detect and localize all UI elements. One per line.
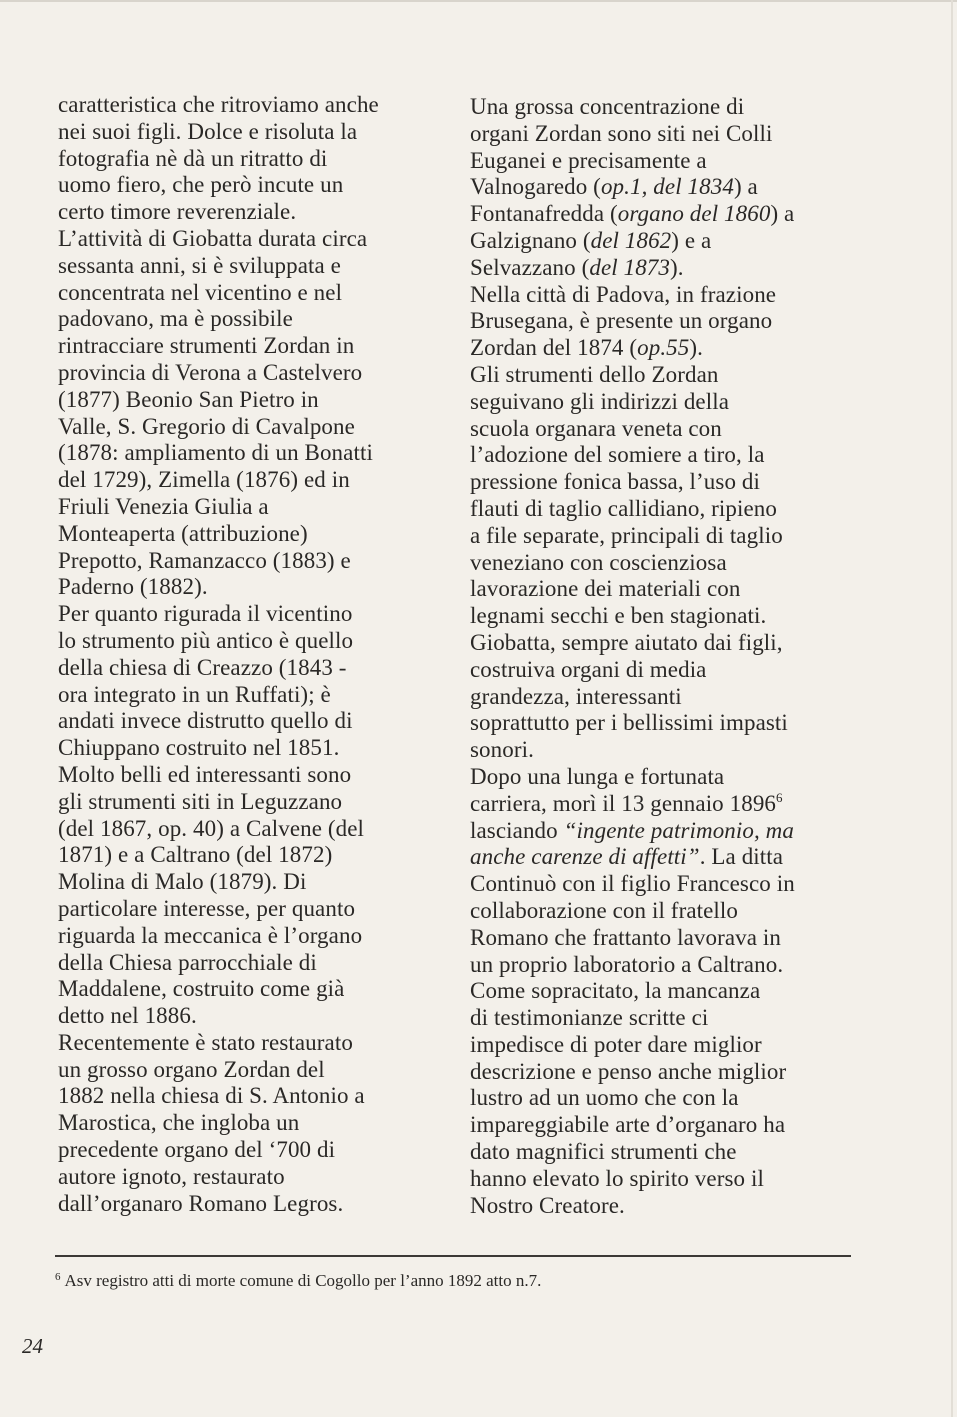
text-line: Una grossa concentrazione di [470, 94, 745, 119]
italic-quote: anche carenze di affetti” [470, 844, 700, 870]
text-line: un proprio laboratorio a Caltrano. [470, 951, 784, 977]
left-text-column [58, 92, 458, 1217]
text-line: Chiuppano costruito nel 1851. [58, 735, 340, 761]
text-line [470, 844, 870, 871]
text-line [470, 255, 870, 282]
text-line [470, 228, 870, 255]
text-line: un grosso organo Zordan del [58, 1056, 325, 1082]
footnote-divider [55, 1255, 851, 1257]
text-span: Valnogaredo ( [470, 174, 601, 200]
italic-quote: “ingente patrimonio, ma [563, 817, 794, 843]
footnote-text: Asv registro atti di morte comune di Cogollo per l’anno 1892 atto n.7. [64, 1271, 542, 1290]
text-line: Come sopracitato, la mancanza [470, 978, 761, 1004]
page-number: 24 [22, 1334, 43, 1358]
text-line: lavorazione dei materiali con [470, 576, 741, 602]
text-line: Molina di Malo (1879). Di [58, 869, 307, 895]
text-line: Friuli Venezia Giulia a [58, 493, 269, 519]
text-line: seguivano gli indirizzi della [470, 388, 730, 414]
text-line: descrizione e penso anche miglior [470, 1058, 787, 1084]
text-line: della Chiesa parrocchiale di [58, 949, 317, 975]
text-line [470, 335, 870, 362]
text-span: ) e a [671, 227, 712, 253]
text-line: Recentemente è stato restaurato [58, 1029, 353, 1055]
text-line: (1878: ampliamento di un Bonatti [58, 440, 373, 466]
text-line: lo strumento più antico è quello [58, 627, 354, 653]
text-line: legnami secchi e ben stagionati. [470, 603, 767, 629]
text-line: dato magnifici strumenti che [470, 1139, 737, 1165]
text-span: Fontanafredda ( [470, 201, 618, 227]
text-span: Galzignano ( [470, 227, 591, 253]
text-line: Romano che frattanto lavorava in [470, 924, 782, 950]
text-line: Continuò con il figlio Francesco in [470, 871, 795, 897]
footnote-reference: 6 [776, 789, 783, 805]
text-line: Per quanto rigurada il vicentino [58, 601, 353, 627]
text-span: Selvazzano ( [470, 254, 590, 280]
text-line: flauti di taglio callidiano, ripieno [470, 495, 777, 521]
text-line: Gli strumenti dello Zordan [470, 361, 719, 387]
text-line: particolare interesse, per quanto [58, 895, 356, 921]
text-line: hanno elevato lo spirito verso il [470, 1165, 764, 1191]
text-line [470, 174, 870, 201]
text-line [470, 201, 870, 228]
text-line: sessanta anni, si è sviluppata e [58, 252, 341, 278]
text-line: Valle, S. Gregorio di Cavalpone [58, 413, 355, 439]
text-span: ) a [733, 174, 758, 200]
text-line: ora integrato in un Ruffati); è [58, 681, 331, 707]
text-line: Maddalene, costruito come già [58, 976, 345, 1002]
text-line: Giobatta, sempre aiutato dai figli, [470, 629, 783, 655]
text-line: provincia di Verona a Castelvero [58, 359, 363, 385]
text-line: 1882 nella chiesa di S. Antonio a [58, 1083, 365, 1109]
text-line: della chiesa di Creazzo (1843 - [58, 654, 347, 680]
text-line: dall’organaro Romano Legros. [58, 1190, 344, 1216]
text-line: sonori. [470, 737, 534, 763]
text-span: carriera, morì il 13 gennaio 1896 [470, 790, 777, 816]
italic-citation: del 1873 [589, 254, 670, 280]
text-line: andati invece distrutto quello di [58, 708, 353, 734]
footnote-marker: 6 [55, 1271, 61, 1283]
text-line: nei suoi figli. Dolce e risoluta la [58, 118, 358, 144]
text-span: Zordan del 1874 ( [470, 335, 638, 361]
italic-citation: del 1862 [590, 227, 672, 253]
text-line: detto nel 1886. [58, 1003, 197, 1029]
text-line: fotografia nè dà un ritratto di [58, 145, 328, 171]
text-line: grandezza, interessanti [470, 683, 682, 709]
text-span: . La ditta [699, 844, 784, 870]
text-line: impareggiabile arte d’organaro ha [470, 1112, 786, 1138]
text-line: certo timore reverenziale. [58, 199, 297, 225]
text-line: Dopo una lunga e fortunata [470, 763, 725, 789]
text-line: Nella città di Padova, in frazione [470, 281, 777, 307]
text-line: soprattutto per i bellissimi impasti [470, 710, 788, 736]
text-span: ) a [770, 201, 795, 227]
top-edge-line [0, 0, 957, 2]
text-line: del 1729), Zimella (1876) ed in [58, 467, 350, 493]
text-line: Prepotto, Ramanzacco (1883) e [58, 547, 351, 573]
text-line: organi Zordan sono siti nei Colli [470, 120, 773, 146]
text-line: impedisce di poter dare miglior [470, 1031, 762, 1057]
text-line: collaborazione con il fratello [470, 897, 739, 923]
text-line [470, 791, 870, 818]
text-line: Monteaperta (attribuzione) [58, 520, 308, 546]
text-line: scuola organara veneta con [470, 415, 722, 441]
text-line: gli strumenti siti in Leguzzano [58, 788, 343, 814]
text-line: concentrata nel vicentino e nel [58, 279, 343, 305]
text-line: uomo fiero, che però incute un [58, 172, 344, 198]
text-line: 1871) e a Caltrano (del 1872) [58, 842, 333, 868]
text-span: lasciando [470, 817, 564, 843]
text-line [470, 818, 870, 845]
text-line: riguarda la meccanica è l’organo [58, 922, 363, 948]
text-line: Marostica, che ingloba un [58, 1110, 300, 1136]
text-line: Euganei e precisamente a [470, 147, 707, 173]
text-line: L’attività di Giobatta durata circa [58, 225, 368, 251]
text-line: Paderno (1882). [58, 574, 208, 600]
text-line: l’adozione del somiere a tiro, la [470, 442, 765, 468]
italic-citation: organo del 1860 [617, 201, 771, 227]
text-line: padovano, ma è possibile [58, 306, 293, 332]
text-span: ). [670, 254, 684, 280]
text-line: pressione fonica bassa, l’uso di [470, 469, 760, 495]
text-line: (1877) Beonio San Pietro in [58, 386, 319, 412]
text-line: lustro ad un uomo che con la [470, 1085, 739, 1111]
text-line: Brusegana, è presente un organo [470, 308, 773, 334]
text-line: Nostro Creatore. [470, 1192, 625, 1218]
right-edge-line [951, 0, 953, 1417]
italic-citation: op.1, del 1834 [600, 174, 734, 200]
footnote [55, 1270, 851, 1292]
text-span: ). [689, 335, 703, 361]
text-line: Molto belli ed interessanti sono [58, 761, 352, 787]
text-line: costruiva organi di media [470, 656, 707, 682]
text-line: rintracciare strumenti Zordan in [58, 333, 355, 359]
italic-citation: op.55 [637, 335, 690, 361]
text-line: (del 1867, op. 40) a Calvene (del [58, 815, 365, 841]
text-line: di testimonianze scritte ci [470, 1005, 709, 1031]
text-line: precedente organo del ‘700 di [58, 1137, 336, 1163]
text-line: caratteristica che ritroviamo anche [58, 92, 379, 117]
right-text-column [470, 94, 870, 1219]
text-line: veneziano con coscienziosa [470, 549, 727, 575]
text-line: autore ignoto, restaurato [58, 1163, 285, 1189]
text-line: a file separate, principali di taglio [470, 522, 783, 548]
